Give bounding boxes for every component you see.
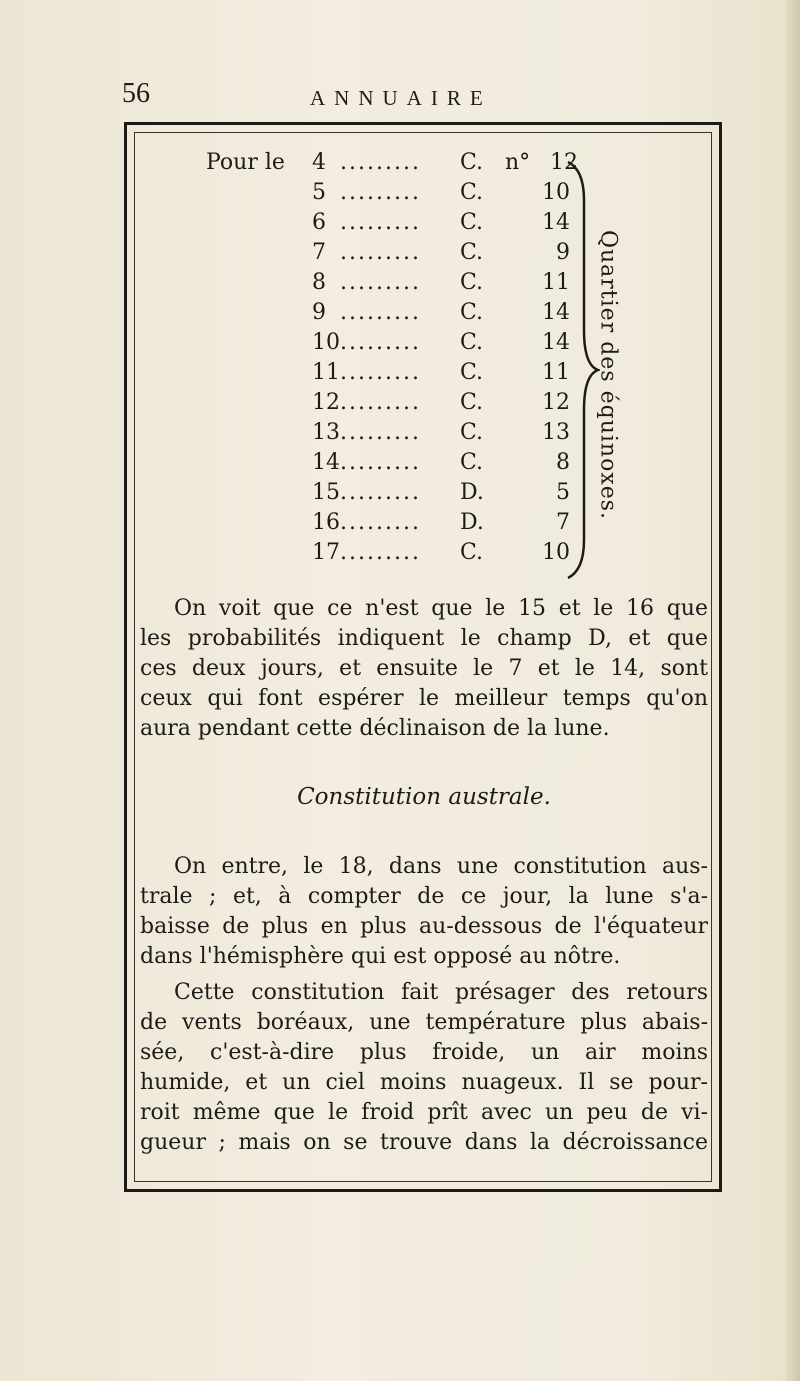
list-row [0, 480, 800, 510]
row-day: 7 [312, 240, 326, 265]
paragraph-line: de vents boréaux, une température plus abais- [140, 1010, 708, 1035]
list-row [0, 510, 800, 540]
row-field: C. [460, 330, 484, 355]
row-leader-dots: ......... [340, 150, 421, 175]
list-row [0, 360, 800, 390]
list-row [0, 300, 800, 330]
row-day: 17 [312, 540, 340, 565]
row-leader-dots: ......... [340, 300, 421, 325]
list-row [0, 390, 800, 420]
list-row [0, 210, 800, 240]
paragraph-2 [140, 852, 708, 972]
row-field: D. [460, 480, 484, 505]
row-field: C. [460, 390, 484, 415]
row-value: 11 [542, 270, 570, 295]
row-field: C. [460, 420, 484, 445]
row-leader-dots: ......... [340, 360, 421, 385]
paragraph-line: ceux qui font espérer le meilleur temps qu'on [140, 686, 708, 711]
row-day: 15 [312, 480, 340, 505]
row-leader-dots: ......... [340, 420, 421, 445]
row-field: C. [460, 270, 484, 295]
list-row [0, 420, 800, 450]
paragraph-line: roit même que le froid prît avec un peu de vi- [140, 1100, 708, 1125]
row-field: C. [460, 210, 484, 235]
list-row [0, 180, 800, 210]
day-list [0, 0, 800, 600]
row-leader-dots: ......... [340, 330, 421, 355]
row-leader-dots: ......... [340, 450, 421, 475]
list-row [0, 540, 800, 570]
row-field: C. [460, 150, 484, 175]
row-value: 8 [556, 450, 570, 475]
row-leader-dots: ......... [340, 210, 421, 235]
row-day: 14 [312, 450, 340, 475]
paragraph-line: ces deux jours, et ensuite le 7 et le 14, sont [140, 656, 708, 681]
row-leader-dots: ......... [340, 270, 421, 295]
row-value: 14 [542, 330, 570, 355]
row-leader-dots: ......... [340, 390, 421, 415]
row-value: 14 [542, 210, 570, 235]
list-row [0, 450, 800, 480]
row-number-label: n° [505, 150, 531, 175]
row-value: 12 [550, 150, 578, 175]
row-day: 11 [312, 360, 340, 385]
paragraph-1 [140, 594, 708, 744]
row-prefix: Pour le [206, 150, 285, 175]
row-value: 5 [556, 480, 570, 505]
paragraph-line: gueur ; mais on se trouve dans la décroissance [140, 1130, 708, 1155]
row-leader-dots: ......... [340, 180, 421, 205]
list-row [0, 330, 800, 360]
row-day: 10 [312, 330, 340, 355]
paragraph-line: Cette constitution fait présager des retours [174, 980, 708, 1005]
row-field: D. [460, 510, 484, 535]
row-day: 12 [312, 390, 340, 415]
row-day: 13 [312, 420, 340, 445]
paragraph-line: sée, c'est-à-dire plus froide, un air moins [140, 1040, 708, 1065]
paragraph-line: les probabilités indiquent le champ D, et que [140, 626, 708, 651]
row-day: 16 [312, 510, 340, 535]
row-value: 11 [542, 360, 570, 385]
row-field: C. [460, 540, 484, 565]
row-value: 10 [542, 540, 570, 565]
brace-label-text: Quartier des équinoxes. [595, 229, 621, 521]
row-day: 5 [312, 180, 326, 205]
row-field: C. [460, 180, 484, 205]
row-value: 10 [542, 180, 570, 205]
running-title: ANNUAIRE [310, 86, 492, 110]
list-row [0, 270, 800, 300]
row-field: C. [460, 240, 484, 265]
section-heading: Constitution australe. [297, 784, 551, 810]
row-leader-dots: ......... [340, 510, 421, 535]
row-day: 8 [312, 270, 326, 295]
row-value: 13 [542, 420, 570, 445]
paragraph-line: On entre, le 18, dans une constitution aus- [174, 854, 708, 879]
row-leader-dots: ......... [340, 480, 421, 505]
row-value: 7 [556, 510, 570, 535]
paragraph-line: humide, et un ciel moins nuageux. Il se pour- [140, 1070, 708, 1095]
row-day: 9 [312, 300, 326, 325]
row-field: C. [460, 300, 484, 325]
row-leader-dots: ......... [340, 540, 421, 565]
list-row [0, 150, 800, 180]
row-leader-dots: ......... [340, 240, 421, 265]
row-day: 4 [312, 150, 326, 175]
row-field: C. [460, 450, 484, 475]
list-row [0, 240, 800, 270]
paragraph-3 [140, 978, 708, 1158]
paragraph-line: dans l'hémisphère qui est opposé au nôtre. [140, 944, 621, 969]
row-value: 9 [556, 240, 570, 265]
row-field: C. [460, 360, 484, 385]
row-day: 6 [312, 210, 326, 235]
row-value: 14 [542, 300, 570, 325]
paragraph-line: On voit que ce n'est que le 15 et le 16 que [174, 596, 708, 621]
page-number: 56 [122, 78, 150, 109]
paragraph-line: aura pendant cette déclinaison de la lune. [140, 716, 610, 741]
row-value: 12 [542, 390, 570, 415]
paragraph-line: baisse de plus en plus au-dessous de l'équateur [140, 914, 708, 939]
paragraph-line: trale ; et, à compter de ce jour, la lune s'a- [140, 884, 708, 909]
